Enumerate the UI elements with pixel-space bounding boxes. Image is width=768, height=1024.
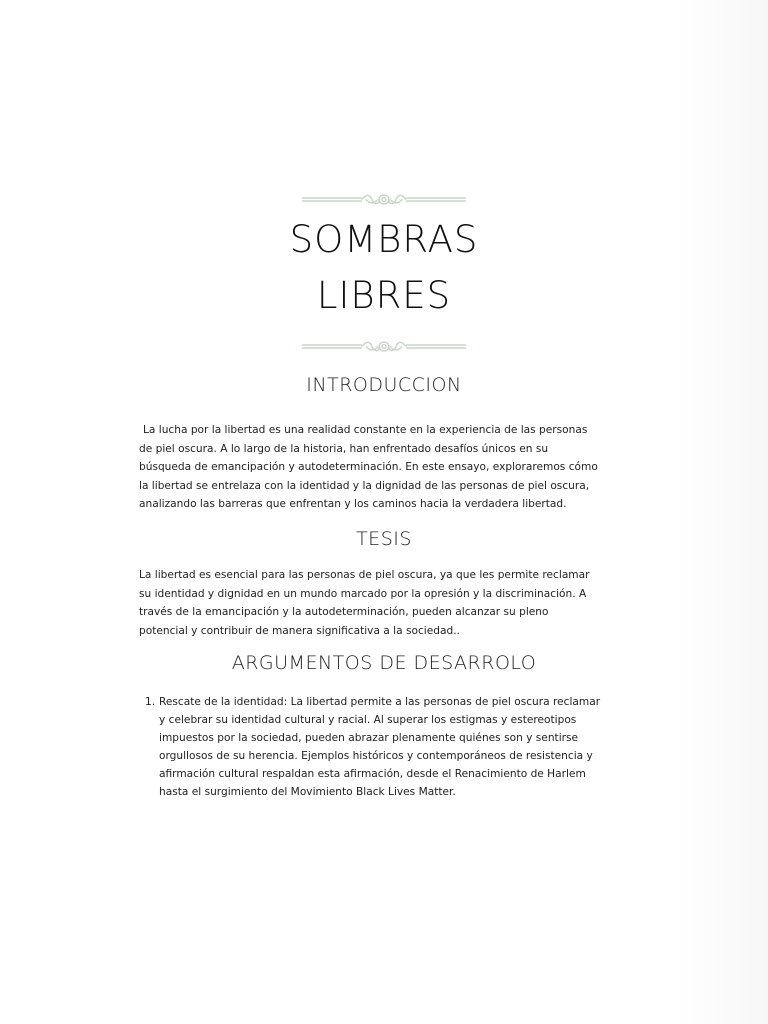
argumentos-list — [141, 693, 603, 801]
document-title-line-1: SOMBRAS — [289, 218, 479, 261]
page-edge-shadow — [676, 0, 768, 1024]
introduccion-paragraph: La lucha por la libertad es una realidad constante en la experiencia de las personas de piel oscura. A lo largo de la historia, han enfrentado desafíos únicos en su búsqueda de emancipación y autodeterminación. En este ensayo, exploraremos cómo la libertad se entrelaza con la identidad y la dignidad de las personas de piel oscura, analizando las barreras que enfrentan y los caminos hacia la verdadera libertad. — [139, 424, 598, 510]
list-item-text: Rescate de la identidad: La libertad permite a las personas de piel oscura reclamar y celebrar su identidad cultural y racial. Al superar los estigmas y estereotipos impuestos por la sociedad, pueden abrazar plenamente quiénes son y sentirse orgullosos de su herencia. Ejemplos históricos y contemporáneos de resistencia y afirmación cultural respaldan esta afirmación, desde el Renacimiento de Harlem hasta el surgimiento del Movimiento Black Lives Matter. — [159, 696, 601, 798]
tesis-paragraph: La libertad es esencial para las personas de piel oscura, ya que les permite reclamar su identidad y dignidad en un mundo marcado por la opresión y la discriminación. A través de la emancipación y la autodeterminación, pueden alcanzar su pleno potencial y contribuir de manera significativa a la sociedad.. — [139, 569, 590, 637]
list-item-number: 1. — [145, 696, 156, 708]
tesis-heading: TESIS — [356, 528, 412, 550]
ornament-divider-icon — [300, 192, 468, 208]
document-title-line-2: LIBRES — [316, 274, 452, 317]
top-ornament-divider — [300, 192, 468, 208]
ornament-divider-icon — [300, 339, 468, 355]
introduccion-heading: INTRODUCCION — [306, 374, 462, 396]
bottom-ornament-divider — [300, 339, 468, 355]
argumentos-heading: ARGUMENTOS DE DESARROLO — [231, 652, 537, 674]
list-item — [141, 693, 603, 801]
